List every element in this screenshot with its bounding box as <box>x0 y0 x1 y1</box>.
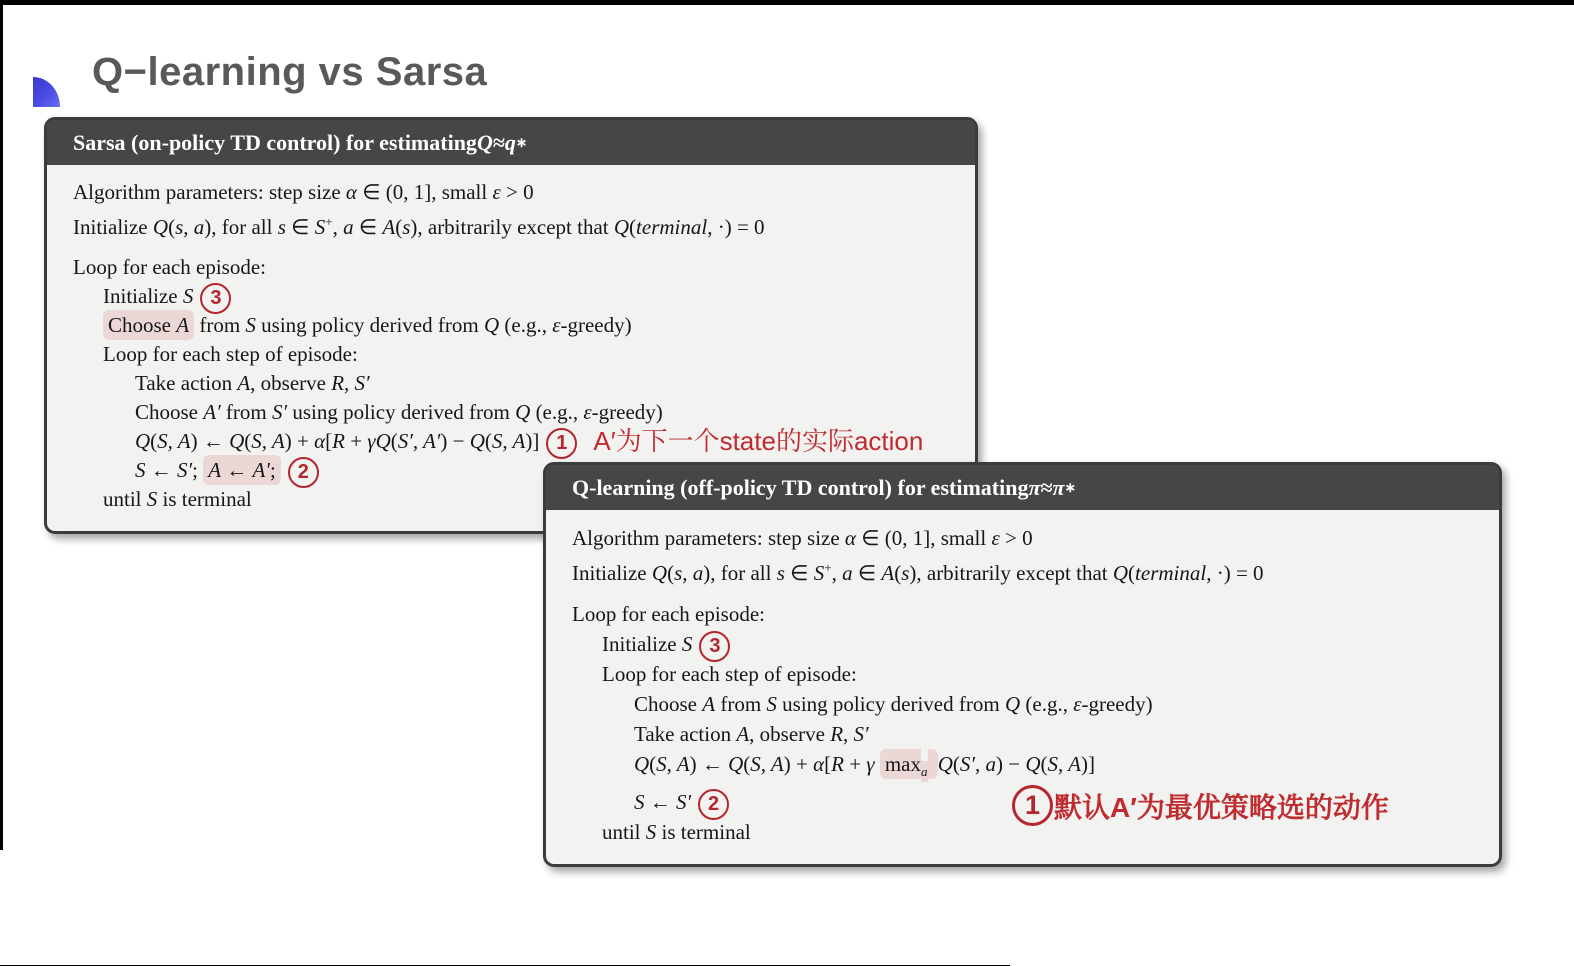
math-segment: R <box>830 722 844 746</box>
math-segment: S′ <box>177 458 193 482</box>
algorithm-line <box>572 523 1473 553</box>
math-segment: A <box>702 692 716 716</box>
math-segment: γ <box>866 752 880 776</box>
math-segment: s, a <box>674 561 704 585</box>
text-segment: ( <box>244 429 252 453</box>
math-segment: S′, a <box>959 752 997 776</box>
text-segment: Choose <box>634 692 703 716</box>
text-segment: ∈ (0, 1], small <box>855 526 992 550</box>
math-segment: S <box>135 458 146 482</box>
subscript-segment: ∗ <box>515 134 528 150</box>
text-segment: using policy derived from <box>776 692 1005 716</box>
circled-number-icon: 1 <box>1012 785 1053 826</box>
text-segment: using policy derived from <box>255 313 484 337</box>
math-segment: Q <box>469 429 485 453</box>
text-segment: ( <box>1128 561 1136 585</box>
algorithm-line <box>73 282 949 311</box>
text-segment: , <box>831 561 843 585</box>
text-segment: ≈ <box>1040 474 1053 500</box>
text-segment: ), for all <box>703 561 777 585</box>
math-segment: S <box>182 284 194 308</box>
slide-title: Q−learning vs Sarsa <box>92 50 488 94</box>
math-segment: S <box>245 313 256 337</box>
math-segment: S, A <box>157 429 191 453</box>
text-segment: (e.g., <box>1020 692 1074 716</box>
math-segment: A <box>237 371 251 395</box>
text-segment: ← <box>644 790 676 815</box>
math-segment: α <box>314 429 326 453</box>
text-segment: is terminal <box>157 487 252 511</box>
math-segment: S <box>681 632 693 656</box>
math-segment: q <box>504 129 516 155</box>
math-segment: S′ <box>676 790 692 815</box>
math-segment: A <box>203 455 221 485</box>
math-segment: S <box>766 692 777 716</box>
math-segment: s <box>901 561 910 585</box>
algorithm-line <box>73 340 949 369</box>
math-segment: Q <box>483 313 500 337</box>
text-segment: Loop for each episode: <box>572 602 766 626</box>
text-segment: ) ← <box>190 429 230 453</box>
text-segment: ∈ (0, 1], small <box>356 180 493 204</box>
text-segment: , observe <box>250 371 332 395</box>
qlearning-annotation-text: 默认A′为最优策略选的动作 <box>1054 791 1389 823</box>
text-segment: ( <box>395 215 403 239</box>
math-segment: S′, A′ <box>397 429 441 453</box>
text-segment: (e.g., <box>499 313 553 337</box>
text-segment <box>928 749 938 779</box>
circled-number-icon: 2 <box>288 457 319 488</box>
text-segment: )] <box>525 429 540 453</box>
math-segment: a <box>842 561 853 585</box>
text-segment: from <box>715 692 767 716</box>
algorithm-line <box>572 689 1473 719</box>
text-segment: ) − <box>440 429 470 453</box>
text-segment: Q-learning (off-policy TD control) for estimating <box>572 474 1029 500</box>
text-segment: ) ← <box>689 752 729 776</box>
math-segment: ε <box>583 400 592 424</box>
math-segment: R <box>332 429 345 453</box>
algorithm-line <box>73 253 949 282</box>
math-segment: A <box>176 310 194 340</box>
algorithm-line <box>572 553 1473 588</box>
math-segment: A <box>736 722 750 746</box>
text-segment: until <box>103 487 147 511</box>
inline-annotation-text: A′为下一个state的实际action <box>593 426 924 456</box>
text-segment: (e.g., <box>530 400 584 424</box>
text-segment: , <box>843 722 854 746</box>
text-segment: ) − <box>996 752 1026 776</box>
math-segment: s, a <box>175 215 205 239</box>
frame-border-left <box>0 0 3 850</box>
math-segment: S, A <box>656 752 690 776</box>
math-segment: a <box>343 215 354 239</box>
text-segment: Loop for each step of episode: <box>602 662 857 686</box>
math-segment: Q <box>1004 692 1021 716</box>
text-segment: -greedy) <box>1081 692 1153 716</box>
text-segment: ), arbitrarily except that <box>410 215 614 239</box>
math-segment: S <box>146 487 158 511</box>
algorithm-line <box>73 427 949 456</box>
text-segment: , <box>332 215 344 239</box>
text-segment: ) + <box>284 429 315 453</box>
text-segment: ) + <box>783 752 814 776</box>
superscript-segment: + <box>325 214 333 229</box>
math-segment: S, A <box>491 429 526 453</box>
sarsa-box-header <box>47 120 975 165</box>
text-segment: , <box>344 371 355 395</box>
math-segment: A′ <box>203 400 221 424</box>
math-segment: ε <box>552 313 561 337</box>
text-segment: Algorithm parameters: step size <box>572 526 845 550</box>
text-segment: )] <box>1080 752 1095 776</box>
text-segment: ), for all <box>204 215 278 239</box>
math-segment: π <box>1028 474 1041 500</box>
text-segment: ( <box>484 429 492 453</box>
text-segment: Initialize <box>572 561 652 585</box>
math-segment: S <box>314 215 326 239</box>
math-segment: A′ <box>253 455 270 485</box>
text-segment: Initialize <box>73 215 153 239</box>
math-segment: Q <box>515 400 531 424</box>
text-segment: ← <box>221 455 253 485</box>
text-segment: Choose <box>103 310 176 340</box>
algorithm-line <box>73 311 949 340</box>
math-segment: A <box>382 215 396 239</box>
algorithm-line <box>572 659 1473 689</box>
text-segment: Initialize <box>602 632 682 656</box>
text-segment: ), arbitrarily except that <box>909 561 1113 585</box>
text-segment: ∈ <box>784 561 814 585</box>
text-segment: ; <box>192 458 204 482</box>
math-segment: Q <box>1112 561 1129 585</box>
math-segment: s <box>277 215 286 239</box>
text-segment: from <box>194 313 246 337</box>
text-segment: ( <box>894 561 902 585</box>
text-segment: ( <box>667 561 675 585</box>
text-segment: is terminal <box>656 820 751 845</box>
circled-number-icon: 2 <box>698 789 729 820</box>
math-segment: S <box>634 790 645 815</box>
math-segment: Q <box>937 752 953 776</box>
text-segment: Sarsa (on-policy TD control) for estimating <box>73 129 477 155</box>
math-segment: Q <box>229 429 245 453</box>
text-segment: Algorithm parameters: step size <box>73 180 346 204</box>
math-segment: γQ <box>367 429 391 453</box>
text-segment: , ·) = 0 <box>1206 561 1264 585</box>
text-segment: from <box>220 400 272 424</box>
superscript-segment: + <box>824 560 832 575</box>
text-segment: Loop for each step of episode: <box>103 342 358 366</box>
algorithm-line <box>572 599 1473 629</box>
algorithm-line <box>73 369 949 398</box>
text-segment: Loop for each episode: <box>73 255 267 279</box>
text-segment: ( <box>168 215 176 239</box>
math-segment: S, A <box>750 752 784 776</box>
text-segment: -greedy) <box>560 313 632 337</box>
text-segment: ( <box>743 752 751 776</box>
math-segment: S, A <box>1047 752 1081 776</box>
subscript-segment: ∗ <box>1064 479 1076 495</box>
text-segment: ( <box>1040 752 1048 776</box>
math-segment: terminal <box>636 215 708 239</box>
text-segment: Initialize <box>103 284 183 308</box>
text-segment: ( <box>390 429 398 453</box>
math-segment: Q <box>476 129 493 155</box>
subscript-segment: a <box>921 761 928 782</box>
math-segment: S′ <box>354 371 370 395</box>
math-segment: S <box>645 820 657 845</box>
qlearning-annotation <box>1012 785 1389 826</box>
algorithm-line <box>572 629 1473 659</box>
text-segment: ∈ <box>285 215 315 239</box>
text-segment: ∈ <box>353 215 383 239</box>
text-segment: using policy derived from <box>287 400 516 424</box>
text-segment: ( <box>649 752 657 776</box>
math-segment: Q <box>634 752 650 776</box>
math-segment: α <box>844 526 856 550</box>
math-segment: ε <box>492 180 501 204</box>
text-segment: ( <box>150 429 158 453</box>
math-segment: Q <box>613 215 630 239</box>
math-segment: S <box>813 561 825 585</box>
text-segment: ( <box>952 752 960 776</box>
circled-number-icon: 1 <box>546 428 577 459</box>
algorithm-line <box>572 749 1473 787</box>
text-segment: , ·) = 0 <box>707 215 765 239</box>
math-segment: ε <box>991 526 1000 550</box>
text-segment: + <box>344 429 368 453</box>
math-segment: Q <box>135 429 151 453</box>
circled-number-icon: 3 <box>200 283 231 314</box>
text-segment: , observe <box>749 722 831 746</box>
math-segment: π <box>1052 474 1065 500</box>
text-segment: ≈ <box>492 129 505 155</box>
math-segment: R <box>331 371 345 395</box>
blue-corner-decoration <box>33 77 60 107</box>
math-segment: S′ <box>853 722 869 746</box>
text-segment: + <box>843 752 867 776</box>
math-segment: α <box>345 180 357 204</box>
math-segment: Q <box>728 752 744 776</box>
text-segment: ; <box>270 455 281 485</box>
text-segment: Take action <box>135 371 238 395</box>
math-segment: R <box>831 752 844 776</box>
text-segment: -greedy) <box>591 400 663 424</box>
text-segment: ∈ <box>852 561 882 585</box>
frame-border-top <box>0 0 1574 5</box>
math-segment: A <box>881 561 895 585</box>
text-segment: until <box>602 820 646 845</box>
math-segment: ε <box>1073 692 1082 716</box>
math-segment: Q <box>1025 752 1041 776</box>
text-segment: Choose <box>135 400 204 424</box>
text-segment: > 0 <box>500 180 534 204</box>
math-segment: Q <box>651 561 668 585</box>
text-segment: > 0 <box>999 526 1033 550</box>
text-segment: ← <box>145 458 177 482</box>
math-segment: s <box>776 561 785 585</box>
text-segment: [ <box>824 752 832 776</box>
math-segment: s <box>402 215 411 239</box>
text-segment: max <box>880 749 921 779</box>
qlearning-box-header <box>546 465 1499 510</box>
math-segment: S′ <box>272 400 288 424</box>
text-segment: [ <box>325 429 333 453</box>
algorithm-line <box>572 719 1473 749</box>
algorithm-line <box>73 207 949 242</box>
math-segment: S, A <box>251 429 285 453</box>
math-segment: terminal <box>1135 561 1207 585</box>
math-segment: α <box>813 752 825 776</box>
algorithm-line <box>73 398 949 427</box>
algorithm-line <box>73 178 949 207</box>
circled-number-icon: 3 <box>699 631 730 662</box>
math-segment: Q <box>152 215 169 239</box>
text-segment: Take action <box>634 722 737 746</box>
text-segment: ( <box>629 215 637 239</box>
